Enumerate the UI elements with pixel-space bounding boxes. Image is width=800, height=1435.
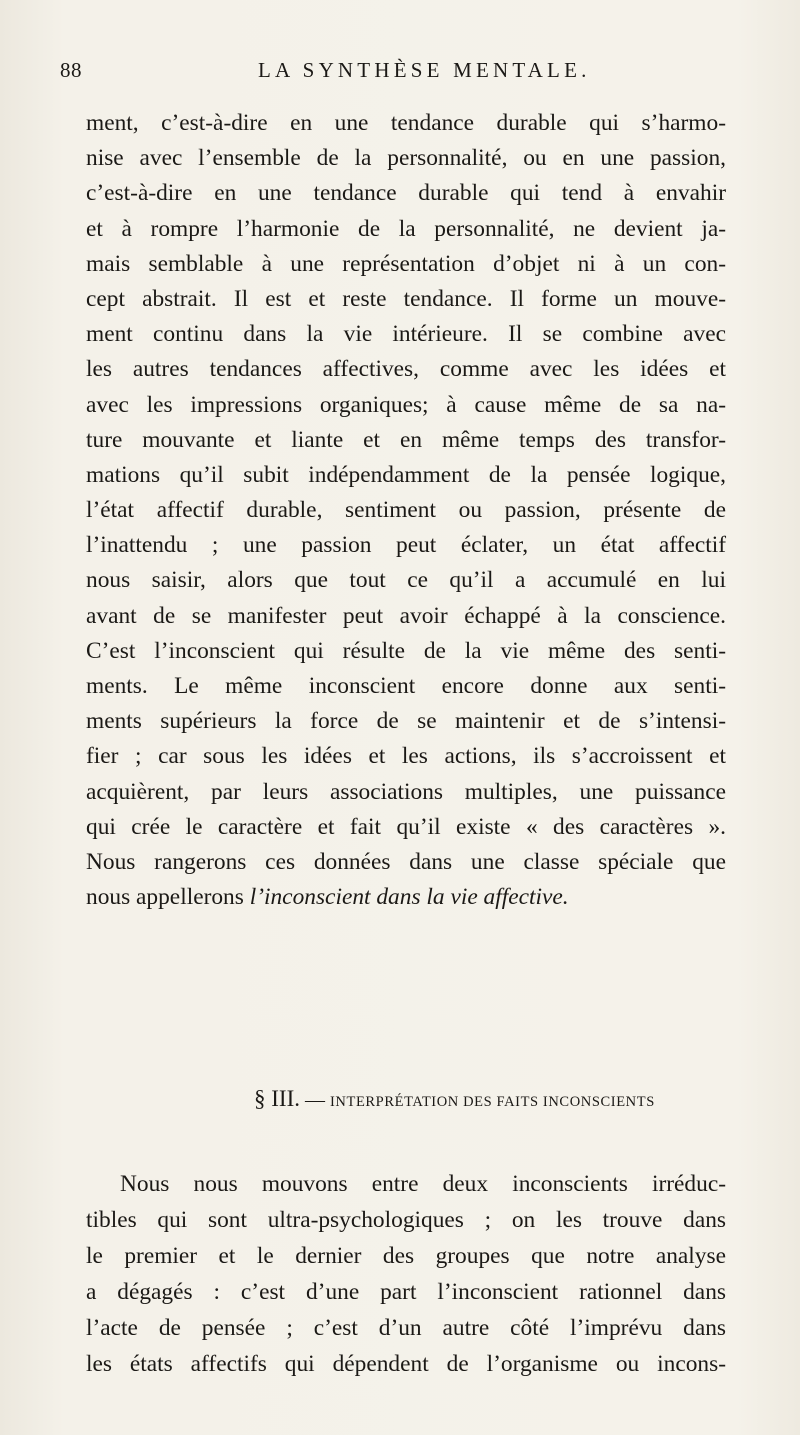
text-line: c’est-à-dire en une tendance durable qui tend à envahir — [86, 180, 726, 207]
text-line: fier ; car sous les idées et les actions, ils s’accroissent et — [86, 743, 726, 770]
section-number: § III. — [254, 1086, 300, 1111]
text-line: le premier et le dernier des groupes que notre analyse — [86, 1243, 726, 1269]
running-header — [60, 58, 740, 88]
text-line: l’acte de pensée ; c’est d’un autre côté l’imprévu dans — [86, 1315, 726, 1341]
section-dash: — — [299, 1089, 330, 1111]
text-line: cept abstrait. Il est et reste tendance. Il forme un mouve- — [86, 285, 726, 312]
text-line: C’est l’inconscient qui résulte de la vie même des senti- — [86, 637, 726, 664]
section-title: INTERPRÉTATION DES FAITS INCONSCIENTS — [329, 1094, 655, 1110]
text-line: avant de se manifester peut avoir échappé à la conscience. — [86, 602, 726, 629]
running-title: LA SYNTHÈSE MENTALE. — [258, 58, 591, 82]
section-heading — [254, 1086, 655, 1112]
text-line: tibles qui sont ultra-psychologiques ; on les trouve dans — [86, 1207, 726, 1233]
text-line: ments supérieurs la force de se maintenir et de s’intensi- — [86, 708, 726, 735]
text-line: ment, c’est-à-dire en une tendance durable qui s’harmo- — [86, 110, 726, 136]
paragraph-2 — [86, 1166, 726, 1382]
text-line: ture mouvante et liante et en même temps des transfor- — [86, 426, 726, 453]
page-number: 88 — [60, 58, 82, 82]
text-line: acquièrent, par leurs associations multiples, une puissance — [86, 778, 726, 805]
text-line: l’état affectif durable, sentiment ou passion, présente de — [86, 497, 726, 524]
text-line: ment continu dans la vie intérieure. Il se combine avec — [86, 321, 726, 348]
text-line: avec les impressions organiques; à cause même de sa na- — [86, 391, 726, 418]
text-line: l’inattendu ; une passion peut éclater, un état affectif — [86, 532, 726, 559]
text-line: a dégagés : c’est d’une part l’inconscient rationnel dans — [86, 1279, 726, 1305]
italic-term: l’inconscient dans la vie affective. — [249, 884, 569, 911]
text-line: mations qu’il subit indépendamment de la pensée logique, — [86, 461, 726, 488]
text-line: ments. Le même inconscient encore donne aux senti- — [86, 673, 726, 699]
last-line-prefix: nous appellerons — [86, 884, 250, 911]
text-line-last — [86, 880, 726, 915]
text-line: mais semblable à une représentation d’objet ni à un con- — [86, 250, 726, 277]
paragraph-1 — [86, 106, 726, 915]
text-line: les autres tendances affectives, comme avec les idées et — [86, 356, 726, 383]
text-line: Nous rangerons ces données dans une classe spéciale que — [86, 848, 726, 875]
text-line: les états affectifs qui dépendent de l’organisme ou incons- — [86, 1351, 726, 1377]
text-line: nous saisir, alors que tout ce qu’il a accumulé en lui — [86, 567, 726, 594]
text-line: nise avec l’ensemble de la personnalité, ou en une passion, — [86, 145, 726, 172]
text-line: Nous nous mouvons entre deux inconscients irréduc- — [120, 1171, 726, 1197]
text-line: qui crée le caractère et fait qu’il existe « des caractères ». — [86, 813, 726, 840]
text-line: et à rompre l’harmonie de la personnalité, ne devient ja- — [86, 215, 726, 242]
